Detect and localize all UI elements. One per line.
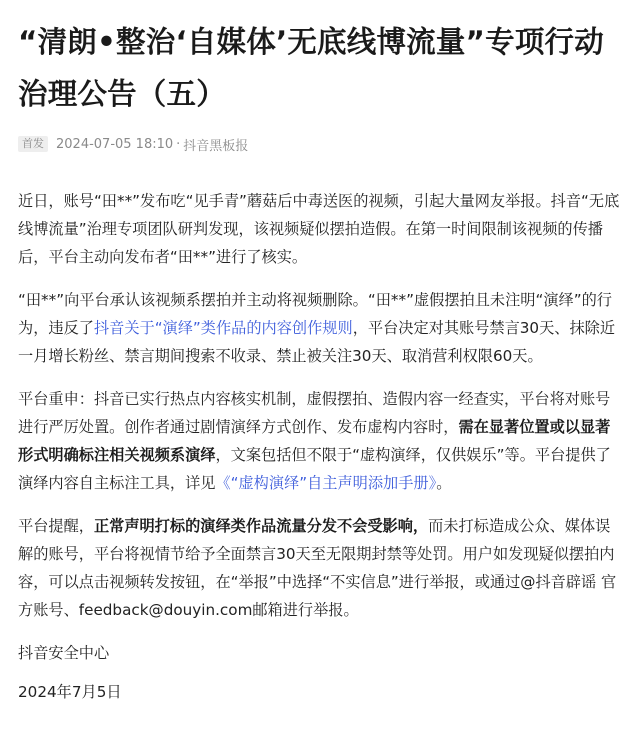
paragraph-3-text-c: 。	[436, 474, 452, 492]
publish-datetime: 2024-07-05 18:10	[56, 136, 174, 152]
content-rules-link[interactable]: 抖音关于“演绎”类作品的内容创作规则	[93, 319, 353, 337]
paragraph-3-text-b: ，文案包括但不限于“虚构演绎，仅供娱乐”等。平台提供了演绎内容自主标注工具，详见	[18, 446, 611, 492]
paragraph-4-bold: 正常声明打标的演绎类作品流量分发不会受影响，	[93, 517, 429, 535]
paragraph-4-text-a: 平台提醒，	[18, 517, 94, 535]
paragraph-2-text-a: “田**”向平台承认该视频系摆拍并主动将视频删除。“田**”虚假摆拍且未注明“演绎”的行为，违反了	[18, 291, 612, 337]
declaration-manual-link[interactable]: 《“虚构演绎”自主声明添加手册》	[215, 474, 437, 492]
paragraph-2	[18, 286, 623, 370]
paragraph-4-text-b: 而未打标造成公众、媒体误解的账号，平台将视情节给予全面禁言30天至无限期封禁等处罚。用户如发现疑似摆拍内容，可以点击视频转发按钮，在“举报”中选择“不实信息”进行举报，或通过@抖音辟谣 官方账号、feedback@douyin.com邮箱进行举报。	[18, 517, 617, 619]
paragraph-4	[18, 512, 623, 624]
article-title: “清朗•整治‘自媒体’无底线博流量”专项行动治理公告（五）	[18, 25, 604, 111]
paragraph-1: 近日，账号“田**”发布吃“见手青”蘑菇后中毒送医的视频，引起大量网友举报。抖音“无底线博流量”治理专项团队研判发现，该视频疑似摆拍造假。在第一时间限制该视频的传播后，平台主动向发布者“田**”进行了核实。	[18, 192, 620, 266]
paragraph-2-text-b: ，平台决定对其账号禁言30天、抹除近一月增长粉丝、禁言期间搜索不收录、禁止被关注30天、取消营利权限60天。	[18, 319, 616, 365]
signature: 抖音安全中心	[18, 644, 110, 662]
meta-separator: ·	[176, 136, 181, 152]
source-name[interactable]: 抖音黑板报	[183, 138, 249, 154]
paragraph-3-bold: 需在显著位置或以显著形式明确标注相关视频系演绎	[18, 418, 611, 464]
paragraph-3-text-a: 平台重申：抖音已实行热点内容核实机制，虚假摆拍、造假内容一经查实，平台将对账号进行严厉处置。创作者通过剧情演绎方式创作、发布虚构内容时，	[18, 390, 611, 436]
first-publish-badge: 首发	[18, 136, 48, 152]
article-meta	[18, 134, 623, 154]
paragraph-3	[18, 385, 623, 497]
publish-date: 2024年7月5日	[18, 683, 122, 701]
article-body	[18, 187, 623, 706]
